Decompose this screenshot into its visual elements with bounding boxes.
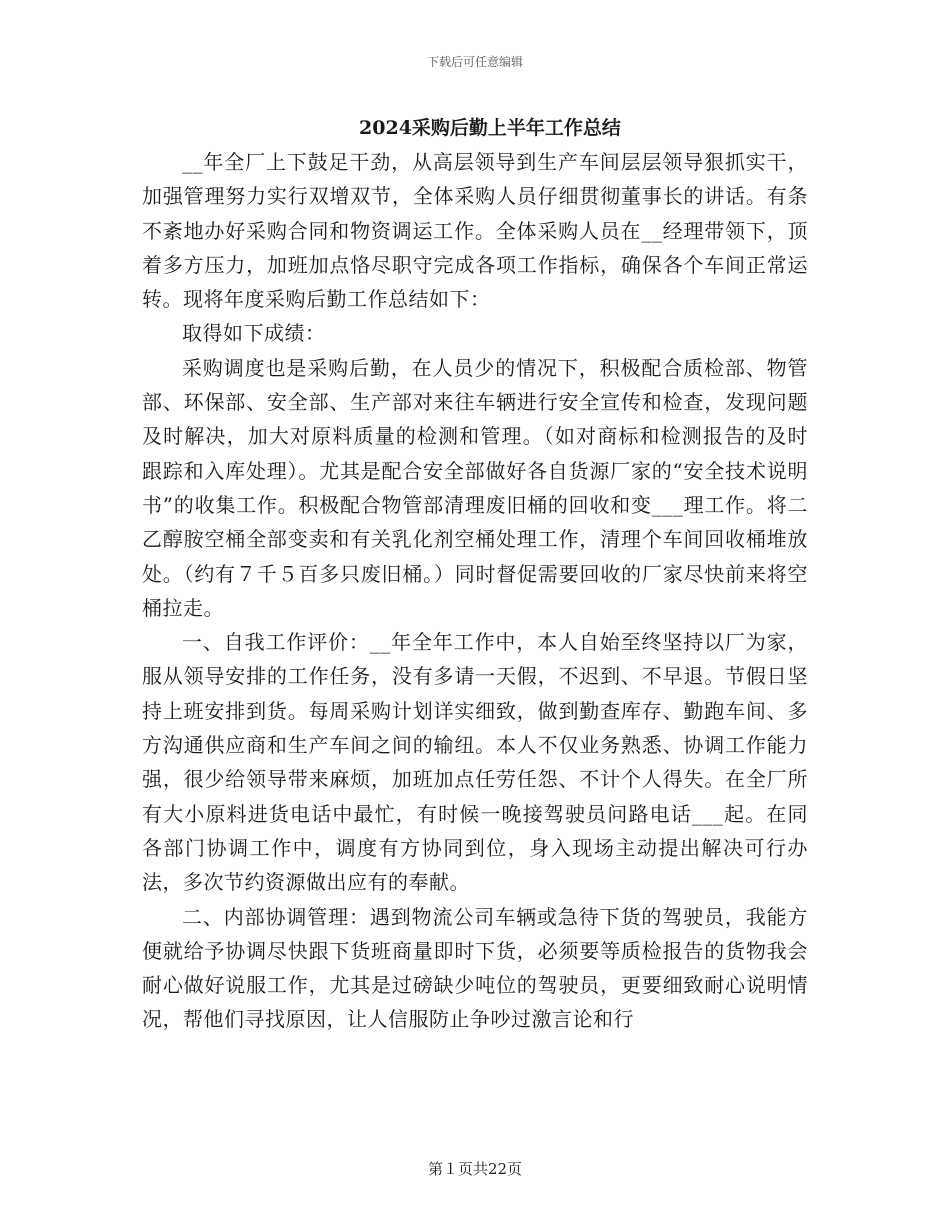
document-title: 2024采购后勤上半年工作总结 [359,117,621,139]
paragraph-dispatch: 采购调度也是采购后勤，在人员少的情况下，积极配合质检部、物管部、环保部、安全部、生产部对来往车辆进行安全宣传和检查，发现问题及时解决，加大对原料质量的检测和管理。（如对商标和检测报告的及时跟踪和入库处理）。尤其是配合安全部做好各自货源厂家的“安全技术说明书”的收集工作。积极配合物管部清理废旧桶的回收和变___理工作。将二乙醇胺空桶全部变卖和有关乳化剂空桶处理工作，清理个车间回收桶堆放处。（约有７千５百多只废旧桶。）同时督促需要回收的厂家尽快前来将空桶拉走。 [142,355,808,620]
paragraph-achievements-heading: 取得如下成绩： [182,321,326,346]
header-note: 下载后可任意编辑 [426,55,523,69]
paragraph-intro: __年全厂上下鼓足干劲，从高层领导到生产车间层层领导狠抓实干，加强管理努力实行双增双节，全体采购人员仔细贯彻董事长的讲话。有条不紊地办好采购合同和物资调运工作。全体采购人员在__经理带领下，顶着多方压力，加班加点恪尽职守完成各项工作指标，确保各个车间正常运转。现将年度采购后勤工作总结如下： [142,150,808,312]
document-body [142,113,808,1037]
page-footer: 第１页共22页 [427,1160,523,1178]
paragraph-internal-coordination: 二、内部协调管理：遇到物流公司车辆或急待下货的驾驶员，我能方便就给予协调尽快跟下货班商量即时下货，必须要等质检报告的货物我会耐心做好说服工作，尤其是过磅缺少吨位的驾驶员，更要细致耐心说明情况，帮他们寻找原因，让人信服防止争吵过激言论和行 [142,904,808,1032]
paragraph-self-evaluation: 一、自我工作评价：__年全年工作中，本人自始至终坚持以厂为家，服从领导安排的工作任务，没有多请一天假，不迟到、不早退。节假日坚持上班安排到货。每周采购计划详实细致，做到勤查库存、勤跑车间、多方沟通供应商和生产车间之间的输纽。本人不仅业务熟悉、协调工作能力强，很少给领导带来麻烦，加班加点任劳任怨、不计个人得失。在全厂所有大小原料进货电话中最忙，有时候一晚接驾驶员问路电话___起。在同各部门协调工作中，调度有方协同到位，身入现场主动提出解决可行办法，多次节约资源做出应有的奉献。 [142,630,808,895]
